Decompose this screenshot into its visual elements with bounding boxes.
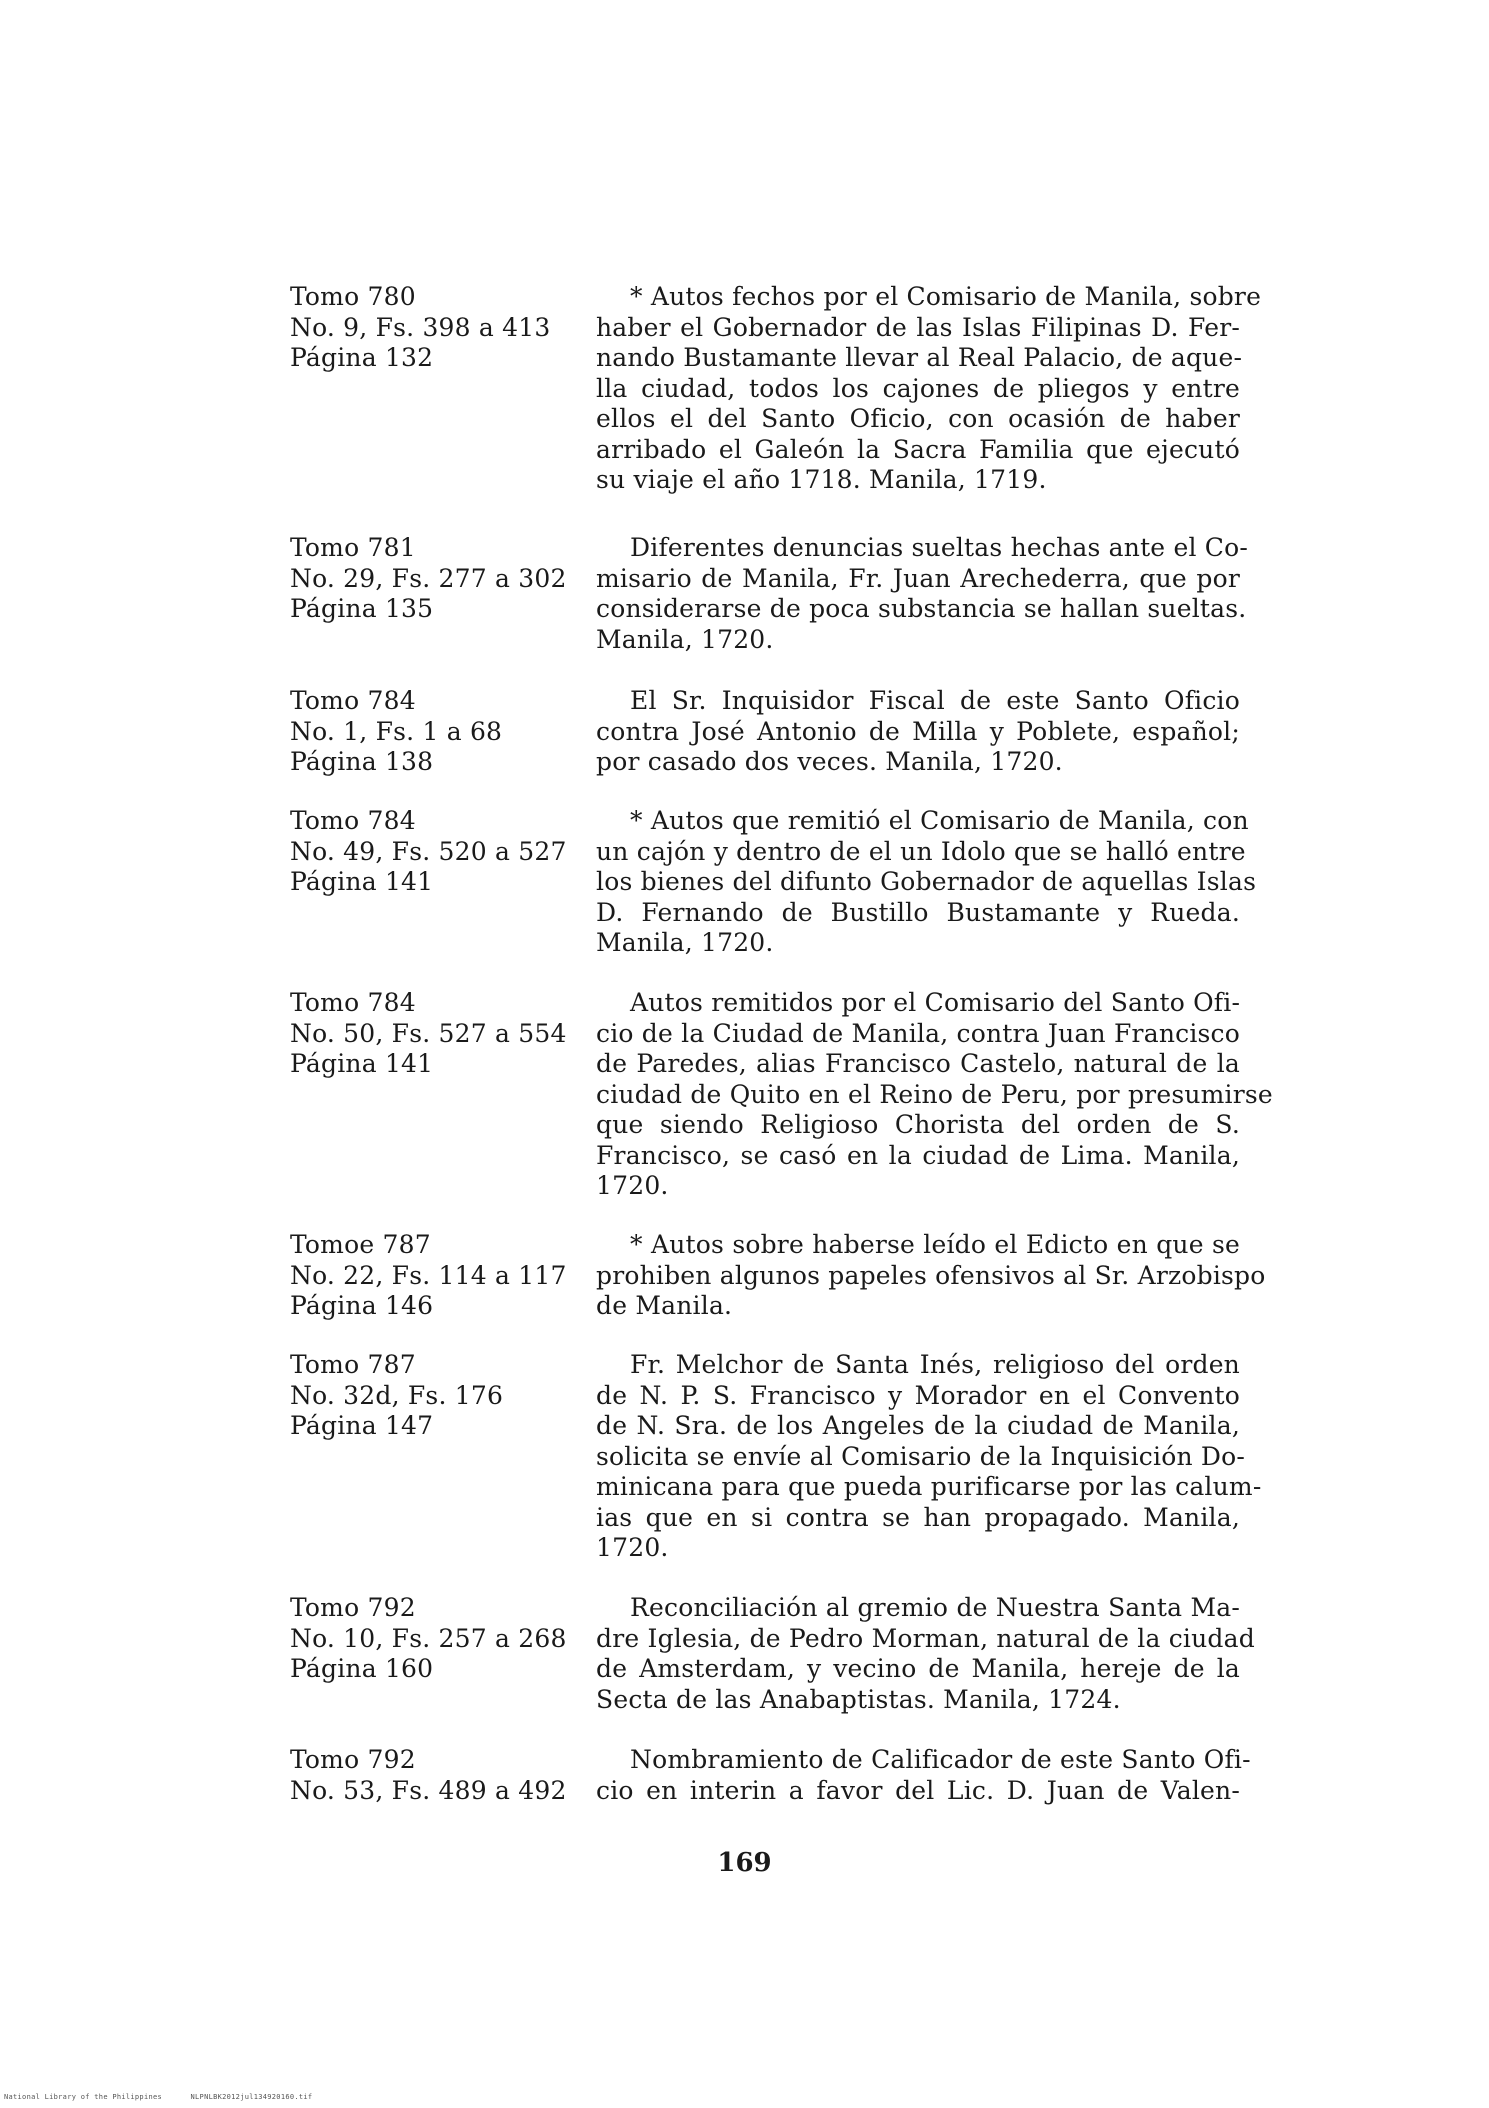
folio-line: No. 50, Fs. 527 a 554: [290, 1018, 567, 1048]
entry-description: [596, 1745, 1251, 1806]
desc-line: Diferentes denuncias sueltas hechas ante el Co-: [630, 533, 1249, 562]
desc-line: de N. Sra. de los Angeles de la ciudad de Manila,: [596, 1411, 1240, 1440]
desc-line: minicana para que pueda purificarse por las calum-: [596, 1472, 1262, 1501]
archive-reference: [290, 1745, 580, 1806]
desc-line: de Paredes, alias Francisco Castelo, natural de la: [596, 1049, 1240, 1078]
desc-line: por casado dos veces. Manila, 1720.: [596, 747, 1063, 776]
folio-line: No. 1, Fs. 1 a 68: [290, 716, 503, 746]
entry-description: [596, 1230, 1266, 1322]
desc-line: cio en interin a favor del Lic. D. Juan de Valen-: [596, 1775, 1240, 1805]
entry-description: [596, 806, 1257, 959]
scan-footer: [4, 2093, 312, 2101]
desc-line: lla ciudad, todos los cajones de pliegos y entre: [596, 373, 1240, 403]
desc-line: 1720.: [596, 1533, 669, 1562]
desc-line: prohiben algunos papeles ofensivos al Sr. Arzobispo: [596, 1260, 1266, 1290]
desc-line: haber el Gobernador de las Islas Filipinas D. Fer-: [596, 312, 1240, 342]
tomo-line: Tomo 784: [290, 988, 416, 1017]
page-line: Página 132: [290, 343, 434, 372]
desc-line: El Sr. Inquisidor Fiscal de este Santo Oficio: [630, 686, 1240, 715]
archive-reference: [290, 988, 580, 1080]
desc-line: de Amsterdam, y vecino de Manila, hereje de la: [596, 1654, 1240, 1683]
page-line: Página 138: [290, 747, 434, 776]
desc-line: ias que en si contra se han propagado. Manila,: [596, 1502, 1240, 1532]
desc-line: de N. P. S. Francisco y Morador en el Convento: [596, 1380, 1240, 1410]
desc-line: Reconciliación al gremio de Nuestra Santa Ma-: [630, 1593, 1240, 1622]
tomo-line: Tomo 792: [290, 1745, 416, 1774]
entry-description: [596, 988, 1273, 1202]
archive-reference: [290, 282, 580, 374]
archive-reference: [290, 533, 580, 625]
entry-description: [596, 686, 1240, 778]
desc-line: ciudad de Quito en el Reino de Peru, por presumirse: [596, 1079, 1273, 1109]
footer-filename: NLPNLBK2012jul134920160.tif: [190, 2093, 313, 2101]
tomo-line: Tomo 784: [290, 806, 416, 835]
page-line: Página 141: [290, 867, 434, 896]
archive-reference: [290, 806, 580, 898]
desc-line: Manila, 1720.: [596, 928, 774, 957]
desc-line: Autos remitidos por el Comisario del Santo Ofi-: [630, 988, 1241, 1017]
page-number: 169: [717, 1848, 772, 1878]
desc-line: los bienes del difunto Gobernador de aquellas Islas: [596, 867, 1257, 896]
entry-description: [596, 1593, 1255, 1715]
desc-line: Manila, 1720.: [596, 624, 774, 654]
archive-reference: [290, 686, 580, 778]
page-line: Página 160: [290, 1654, 434, 1683]
entry-description: [596, 282, 1262, 496]
desc-line: D. Fernando de Bustillo Bustamante y Rueda.: [596, 897, 1240, 927]
entry-description: [596, 533, 1249, 655]
folio-line: No. 32d, Fs. 176: [290, 1380, 504, 1410]
folio-line: No. 10, Fs. 257 a 268: [290, 1623, 567, 1653]
tomo-line: Tomo 780: [290, 282, 416, 311]
folio-line: No. 53, Fs. 489 a 492: [290, 1775, 567, 1805]
tomo-line: Tomo 787: [290, 1350, 416, 1379]
desc-line: ellos el del Santo Oficio, con ocasión de haber: [596, 404, 1240, 433]
desc-line: Secta de las Anabaptistas. Manila, 1724.: [596, 1684, 1121, 1714]
tomo-line: Tomo 784: [290, 686, 416, 715]
desc-line: dre Iglesia, de Pedro Morman, natural de la ciudad: [596, 1623, 1255, 1653]
folio-line: No. 22, Fs. 114 a 117: [290, 1260, 567, 1290]
tomo-line: Tomo 781: [290, 533, 416, 562]
archive-reference: [290, 1230, 580, 1322]
desc-line: nando Bustamante llevar al Real Palacio, de aque-: [596, 343, 1243, 372]
folio-line: No. 49, Fs. 520 a 527: [290, 836, 567, 866]
desc-line: cio de la Ciudad de Manila, contra Juan Francisco: [596, 1018, 1240, 1048]
page-line: Página 146: [290, 1291, 434, 1320]
page-line: Página 141: [290, 1049, 434, 1078]
folio-line: No. 29, Fs. 277 a 302: [290, 563, 567, 593]
page-line: Página 147: [290, 1411, 434, 1440]
desc-line: * Autos fechos por el Comisario de Manila, sobre: [630, 282, 1262, 311]
desc-line: arribado el Galeón la Sacra Familia que ejecutó: [596, 434, 1240, 464]
desc-line: * Autos que remitió el Comisario de Manila, con: [630, 806, 1249, 835]
entry-description: [596, 1350, 1262, 1564]
desc-line: de Manila.: [596, 1291, 733, 1320]
desc-line: su viaje el año 1718. Manila, 1719.: [596, 465, 1047, 494]
page-line: Página 135: [290, 594, 434, 623]
tomo-line: Tomoe 787: [290, 1230, 431, 1259]
desc-line: un cajón y dentro de el un Idolo que se halló entre: [596, 836, 1246, 866]
archive-reference: [290, 1593, 580, 1685]
desc-line: que siendo Religioso Chorista del orden de S.: [596, 1110, 1240, 1139]
desc-line: Fr. Melchor de Santa Inés, religioso del orden: [630, 1350, 1240, 1379]
desc-line: misario de Manila, Fr. Juan Arechederra, que por: [596, 563, 1240, 593]
desc-line: contra José Antonio de Milla y Poblete, español;: [596, 716, 1240, 746]
archive-reference: [290, 1350, 580, 1442]
footer-library: National Library of the Philippines: [4, 2093, 163, 2101]
desc-line: 1720.: [596, 1171, 669, 1200]
desc-line: considerarse de poca substancia se hallan sueltas.: [596, 594, 1247, 623]
desc-line: Nombramiento de Calificador de este Santo Ofi-: [630, 1745, 1251, 1774]
tomo-line: Tomo 792: [290, 1593, 416, 1622]
desc-line: solicita se envíe al Comisario de la Inquisición Do-: [596, 1441, 1246, 1471]
desc-line: Francisco, se casó en la ciudad de Lima. Manila,: [596, 1140, 1240, 1170]
folio-line: No. 9, Fs. 398 a 413: [290, 312, 551, 342]
desc-line: * Autos sobre haberse leído el Edicto en que se: [630, 1230, 1240, 1259]
